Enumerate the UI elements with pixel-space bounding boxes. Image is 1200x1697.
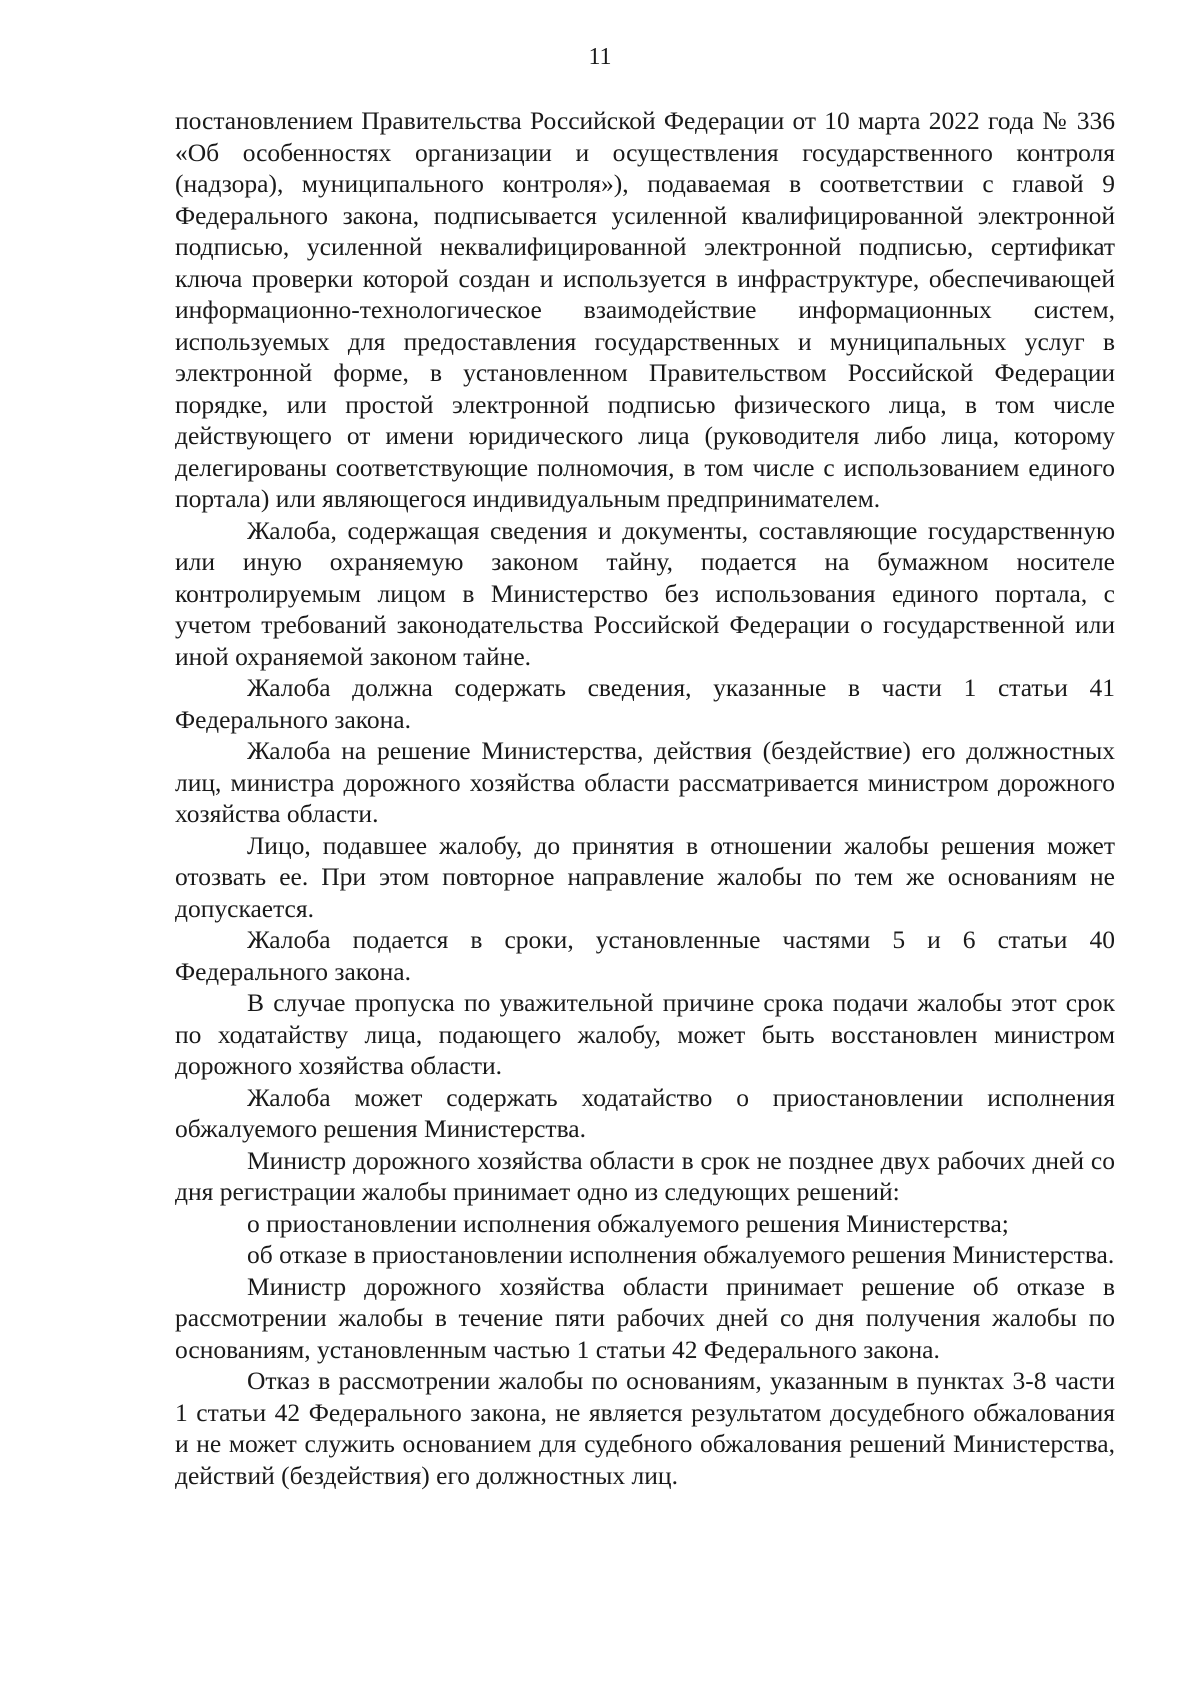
paragraph: Жалоба может содержать ходатайство о приостановлении исполнения обжалуемого решения Министерства. — [175, 1082, 1115, 1143]
paragraph: В случае пропуска по уважительной причине срока подачи жалобы этот срок по ходатайству лица, подающего жалобу, может быть восстановлен министром дорожного хозяйства области. — [175, 988, 1115, 1080]
paragraph: Лицо, подавшее жалобу, до принятия в отношении жалобы решения может отозвать ее. При этом повторное направление жалобы по тем же основаниям не допускается. — [175, 830, 1115, 923]
paragraph: Министр дорожного хозяйства области в срок не позднее двух рабочих дней со дня регистрации жалобы принимает одно из следующих решений: — [175, 1145, 1115, 1206]
list-item: об отказе в приостановлении исполнения обжалуемого решения Министерства. — [247, 1240, 1115, 1269]
page-number: 11 — [588, 44, 612, 70]
paragraph: Жалоба должна содержать сведения, указанные в части 1 статьи 41 Федерального закона. — [175, 673, 1115, 734]
list-item: о приостановлении исполнения обжалуемого решения Министерства; — [247, 1208, 1009, 1238]
paragraph: Министр дорожного хозяйства области принимает решение об отказе в рассмотрении жалобы в течение пяти рабочих дней со дня получения жалобы по основаниям, установленным частью 1 статьи 42 Федерального закона. — [175, 1271, 1115, 1364]
paragraph: Жалоба подается в сроки, установленные частями 5 и 6 статьи 40 Федерального закона. — [175, 925, 1115, 986]
paragraph: Отказ в рассмотрении жалобы по основаниям, указанным в пунктах 3-8 части 1 статьи 42 Федерального закона, не является результатом досудебного обжалования и не может служить основанием для судебного обжалования решений Министерства, действий (бездействия) его должностных лиц. — [175, 1366, 1115, 1490]
paragraph: постановлением Правительства Российской Федерации от 10 марта 2022 года № 336 «Об особенностях организации и осуществления государственного контроля (надзора), муниципального контроля»), подаваемая в соответствии с главой 9 Федерального закона, подписывается усиленной квалифицированной электронной подписью, усиленной неквалифицированной электронной подписью, сертификат ключа проверки которой создан и используется в инфраструктуре, обеспечивающей информационно-технологическое взаимодействие информационных систем, используемых для предоставления государственных и муниципальных услуг в электронной форме, в установленном Правительством Российской Федерации порядке, или простой электронной подписью физического лица, в том числе действующего от имени юридического лица (руководителя либо лица, которому делегированы соответствующие полномочия, в том числе с использованием единого портала) или являющегося индивидуальным предпринимателем. — [175, 106, 1115, 513]
document-body — [175, 105, 1115, 1491]
paragraph: Жалоба на решение Министерства, действия (бездействие) его должностных лиц, министра дорожного хозяйства области рассматривается министром дорожного хозяйства области. — [175, 736, 1115, 828]
paragraph: Жалоба, содержащая сведения и документы, составляющие государственную или иную охраняемую законом тайну, подается на бумажном носителе контролируемым лицом в Министерство без использования единого портала, с учетом требований законодательства Российской Федерации о государственной или иной охраняемой законом тайне. — [175, 515, 1115, 671]
